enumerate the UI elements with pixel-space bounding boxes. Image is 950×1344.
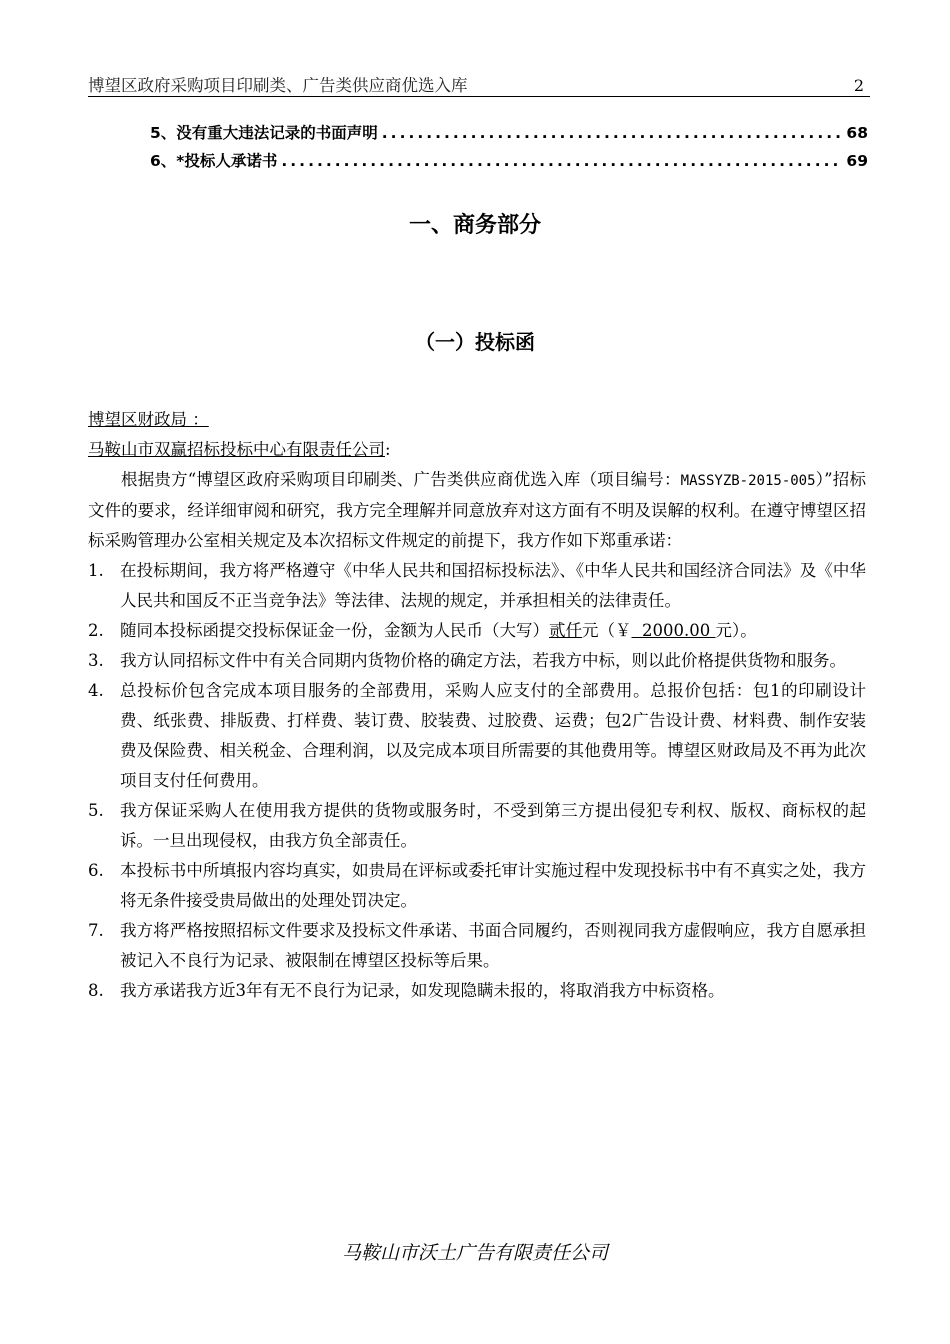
item-number: 7. xyxy=(88,921,104,940)
toc-leader-dots xyxy=(382,119,843,147)
item-text xyxy=(120,616,866,646)
addressee-2: 马鞍山市双赢招标投标中心有限责任公司 xyxy=(88,440,385,459)
intro-paragraph xyxy=(88,465,866,556)
addressee-line-1 xyxy=(88,405,866,435)
item-text-a: 随同本投标函提交投标保证金一份，金额为人民币（大写） xyxy=(120,621,549,640)
commitment-item xyxy=(88,976,866,1006)
item-text: 本投标书中所填报内容均真实，如贵局在评标或委托审计实施过程中发现投标书中有不真实之处，我方将无条件接受贵局做出的处理处罚决定。 xyxy=(120,861,866,910)
table-of-contents xyxy=(150,119,868,175)
item-text: 我方承诺我方近3年有无不良行为记录，如发现隐瞒未报的，将取消我方中标资格。 xyxy=(120,981,725,1000)
commitment-item xyxy=(88,916,866,976)
item-text: 我方保证采购人在使用我方提供的货物或服务时，不受到第三方提出侵犯专利权、版权、商标权的起诉。一旦出现侵权，由我方负全部责任。 xyxy=(120,801,866,850)
amount-in-words: 贰仟 xyxy=(549,621,582,640)
item-text-b: 元（￥ xyxy=(582,621,632,640)
commitment-item xyxy=(88,556,866,616)
item-number: 3. xyxy=(88,651,104,670)
addressee-1: 博望区财政局 ： xyxy=(88,410,209,429)
item-number: 2. xyxy=(88,621,104,640)
item-number: 4. xyxy=(88,681,104,700)
commitment-item xyxy=(88,676,866,796)
section-title: 一、商务部分 xyxy=(408,213,541,238)
header-title: 博望区政府采购项目印刷类、广告类供应商优选入库 xyxy=(88,76,468,95)
toc-entry-page: 69 xyxy=(846,152,868,170)
toc-entry-label: 5、没有重大违法记录的书面声明 xyxy=(150,124,378,142)
item-text-c: 元）。 xyxy=(715,621,757,640)
item-text: 总投标价包含完成本项目服务的全部费用，采购人应支付的全部费用。总报价包括：包1的印刷设计费、纸张费、排版费、打样费、装订费、胶装费、过胶费、运费；包2广告设计费、材料费、制作安装费及保险费、相关税金、合理利润，以及完成本项目所需要的其他费用等。博望区财政局及不再为此次项目支付任何费用。 xyxy=(120,681,866,790)
toc-entry[interactable] xyxy=(150,119,868,147)
item-number: 6. xyxy=(88,861,104,880)
subsection-title: （一）投标函 xyxy=(415,330,535,354)
commitment-item xyxy=(88,646,866,676)
item-number: 5. xyxy=(88,801,104,820)
item-number: 1. xyxy=(88,561,104,580)
toc-leader-dots xyxy=(281,147,842,175)
item-text: 在投标期间，我方将严格遵守《中华人民共和国招标投标法》、《中华人民共和国经济合同法》及《中华人民共和国反不正当竞争法》等法律、法规的规定，并承担相关的法律责任。 xyxy=(120,561,866,610)
project-code: MASSYZB-2015-005 xyxy=(680,473,816,489)
amount-in-numbers: 2000.00 xyxy=(631,621,716,640)
page-footer-company: 马鞍山市沃土广告有限责任公司 xyxy=(341,1242,608,1264)
item-text: 我方将严格按照招标文件要求及投标文件承诺、书面合同履约，否则视同我方虚假响应，我方自愿承担被记入不良行为记录、被限制在博望区投标等后果。 xyxy=(120,921,866,970)
toc-entry-label: 6、*投标人承诺书 xyxy=(150,152,278,170)
item-text: 我方认同招标文件中有关合同期内货物价格的确定方法，若我方中标，则以此价格提供货物和服务。 xyxy=(120,651,846,670)
toc-entry[interactable] xyxy=(150,147,868,175)
letter-body xyxy=(88,405,866,1006)
commitment-item xyxy=(88,616,866,646)
commitment-item xyxy=(88,796,866,856)
addressee-2-suffix: : xyxy=(385,440,391,459)
page-header xyxy=(88,70,870,97)
toc-entry-page: 68 xyxy=(846,124,868,142)
intro-part-1: 根据贵方“博望区政府采购项目印刷类、广告类供应商优选入库（项目编号： xyxy=(121,470,681,489)
item-number: 8. xyxy=(88,981,104,1000)
commitment-item xyxy=(88,856,866,916)
intro-part-2: ）”招标文件的要求，经详细审阅和研究，我方完全理解并同意放弃对这方面有不明及误解的权利。在遵守博望区招标采购管理办公室相关规定及本次招标文件规定的前提下，我方作如下郑重承诺： xyxy=(88,470,867,550)
addressee-line-2 xyxy=(88,435,866,465)
page-number: 2 xyxy=(853,76,864,95)
